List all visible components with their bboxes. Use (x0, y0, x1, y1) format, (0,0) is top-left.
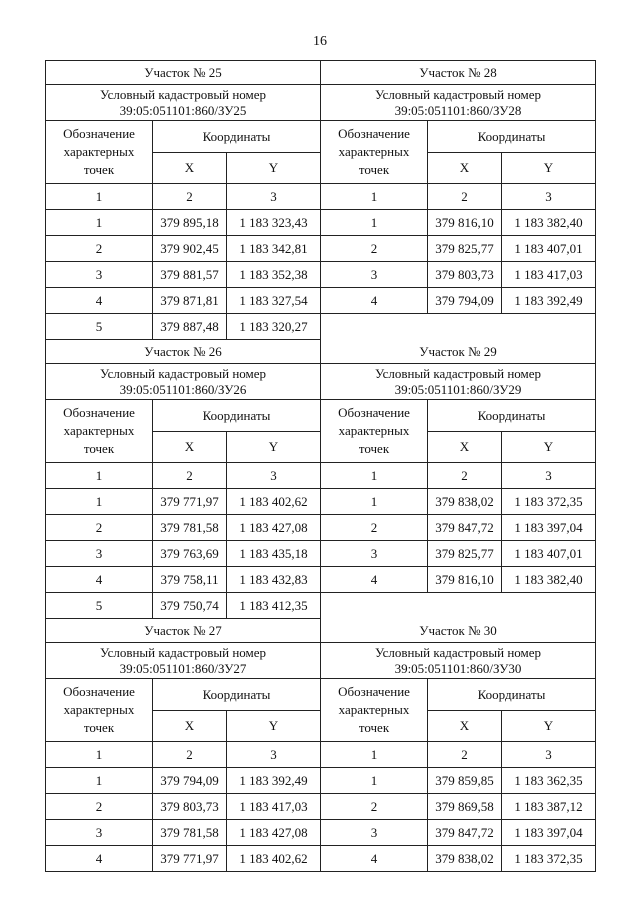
coordinates-title: Координаты (153, 679, 320, 711)
table-row (46, 210, 320, 236)
parcel-title: Участок № 29 (321, 340, 595, 364)
point-number: 2 (321, 236, 428, 261)
column-index-row (321, 463, 595, 489)
coordinates-header (428, 400, 595, 462)
table-row (46, 541, 320, 567)
y-value: 1 183 417,03 (239, 798, 308, 814)
x-value: 379 847,72 (428, 820, 502, 845)
point-number: 1 (321, 210, 428, 235)
coordinates-title: Координаты (153, 121, 320, 153)
x-value: 379 902,45 (153, 236, 227, 261)
cadastral-number: 39:05:051101:860/ЗУ27 (119, 660, 247, 676)
point-number: 3 (321, 820, 428, 845)
cadastral-number: 39:05:051101:860/ЗУ29 (394, 381, 522, 397)
table-row (46, 236, 320, 262)
y-header: Y (543, 439, 554, 454)
point-label-line: Обозначение (63, 126, 135, 141)
coordinates-header (428, 121, 595, 183)
coordinates-header (153, 679, 320, 741)
table-row (321, 489, 595, 515)
y-value: 1 183 397,04 (514, 824, 583, 840)
point-number: 1 (46, 210, 153, 235)
index-cell: 2 (153, 463, 227, 488)
point-label-line: точек (358, 441, 390, 456)
empty-space (321, 593, 595, 618)
x-header: X (153, 153, 227, 183)
y-value: 1 183 427,08 (239, 824, 308, 840)
y-value: 1 183 417,03 (514, 266, 583, 282)
y-value: 1 183 407,01 (514, 545, 583, 561)
table-row (321, 541, 595, 567)
empty-space (321, 314, 595, 339)
cadastral-label: Условный кадастровый номер (99, 86, 267, 102)
index-cell: 1 (46, 184, 153, 209)
column-index-row (321, 742, 595, 768)
column-index-row (46, 184, 320, 210)
point-number: 2 (46, 236, 153, 261)
point-label-line: Обозначение (338, 684, 410, 699)
point-number: 2 (46, 515, 153, 540)
index-cell: 2 (153, 742, 227, 767)
y-value: 1 183 397,04 (514, 519, 583, 535)
cadastral-number: 39:05:051101:860/ЗУ26 (119, 381, 247, 397)
x-value: 379 816,10 (428, 567, 502, 592)
coordinates-header (153, 121, 320, 183)
index-cell: 2 (428, 463, 502, 488)
point-number: 4 (321, 846, 428, 871)
y-value: 1 183 352,38 (239, 266, 308, 282)
table-row (46, 846, 320, 872)
x-value: 379 871,81 (153, 288, 227, 313)
table-header (46, 679, 320, 742)
point-designation-header (46, 121, 153, 183)
xy-header (428, 432, 595, 462)
y-value: 1 183 392,49 (514, 292, 583, 308)
y-value: 1 183 402,62 (239, 850, 308, 866)
parcel-title: Участок № 27 (46, 619, 320, 643)
cadastral-label: Условный кадастровый номер (374, 644, 542, 660)
x-value: 379 869,58 (428, 794, 502, 819)
cadastral-number-cell (46, 364, 320, 400)
y-value: 1 183 320,27 (239, 318, 308, 334)
x-value: 379 771,97 (153, 846, 227, 871)
coordinates-sheet (45, 60, 596, 872)
x-value: 379 803,73 (153, 794, 227, 819)
point-number: 4 (321, 567, 428, 592)
cadastral-number-cell (321, 85, 595, 121)
index-cell: 1 (321, 463, 428, 488)
table-row (46, 288, 320, 314)
point-label-line: характерных (63, 144, 135, 159)
point-number: 5 (46, 314, 153, 339)
cadastral-number-cell (46, 85, 320, 121)
table-row (46, 489, 320, 515)
parcel-table (46, 61, 321, 340)
index-cell: 1 (46, 463, 153, 488)
x-value: 379 781,58 (153, 820, 227, 845)
cadastral-number-cell (321, 364, 595, 400)
x-value: 379 803,73 (428, 262, 502, 287)
index-cell: 3 (270, 467, 277, 483)
xy-header (153, 432, 320, 462)
table-row (321, 768, 595, 794)
table-row (321, 846, 595, 872)
coordinates-title: Координаты (153, 400, 320, 432)
column-index-row (321, 184, 595, 210)
table-header (321, 679, 595, 742)
xy-header (153, 153, 320, 183)
y-header: Y (268, 439, 279, 454)
point-number: 1 (321, 768, 428, 793)
point-label-line: характерных (338, 423, 410, 438)
point-number: 4 (321, 288, 428, 313)
y-value: 1 183 372,35 (514, 850, 583, 866)
y-value: 1 183 387,12 (514, 798, 583, 814)
table-row (321, 210, 595, 236)
x-value: 379 794,09 (153, 768, 227, 793)
parcel-table (321, 340, 596, 619)
x-value: 379 847,72 (428, 515, 502, 540)
xy-header (428, 711, 595, 741)
y-header: Y (543, 718, 554, 733)
point-label-line: характерных (338, 702, 410, 717)
point-label-line: характерных (63, 423, 135, 438)
table-row (321, 794, 595, 820)
parcel-block-row (46, 340, 596, 619)
y-value: 1 183 407,01 (514, 240, 583, 256)
coordinates-title: Координаты (428, 679, 595, 711)
point-designation-header (46, 679, 153, 741)
y-value: 1 183 412,35 (239, 597, 308, 613)
point-label-line: точек (83, 720, 115, 735)
index-cell: 3 (545, 188, 552, 204)
table-row (46, 262, 320, 288)
cadastral-label: Условный кадастровый номер (99, 365, 267, 381)
table-header (46, 121, 320, 184)
y-header: Y (268, 160, 279, 175)
cadastral-label: Условный кадастровый номер (99, 644, 267, 660)
point-number: 3 (46, 262, 153, 287)
x-header: X (428, 711, 502, 741)
point-number: 1 (46, 489, 153, 514)
point-label-line: характерных (63, 702, 135, 717)
x-header: X (428, 153, 502, 183)
coordinates-header (153, 400, 320, 462)
y-value: 1 183 392,49 (239, 772, 308, 788)
coordinates-header (428, 679, 595, 741)
point-designation-header (321, 121, 428, 183)
y-value: 1 183 382,40 (514, 214, 583, 230)
point-label-line: Обозначение (63, 405, 135, 420)
index-cell: 2 (153, 184, 227, 209)
x-value: 379 763,69 (153, 541, 227, 566)
x-value: 379 825,77 (428, 541, 502, 566)
y-value: 1 183 432,83 (239, 571, 308, 587)
cadastral-label: Условный кадастровый номер (374, 365, 542, 381)
y-value: 1 183 382,40 (514, 571, 583, 587)
point-label-line: точек (83, 441, 115, 456)
table-row (46, 820, 320, 846)
parcel-block-row (46, 61, 596, 340)
xy-header (153, 711, 320, 741)
index-cell: 3 (545, 467, 552, 483)
table-row (46, 515, 320, 541)
table-row (46, 593, 320, 619)
xy-header (428, 153, 595, 183)
table-header (321, 121, 595, 184)
cadastral-number: 39:05:051101:860/ЗУ30 (394, 660, 522, 676)
point-label-line: точек (83, 162, 115, 177)
table-row (46, 314, 320, 340)
index-cell: 2 (428, 184, 502, 209)
point-label-line: Обозначение (338, 126, 410, 141)
point-label-line: точек (358, 720, 390, 735)
y-value: 1 183 323,43 (239, 214, 308, 230)
y-value: 1 183 362,35 (514, 772, 583, 788)
x-value: 379 838,02 (428, 846, 502, 871)
table-header (321, 400, 595, 463)
x-value: 379 895,18 (153, 210, 227, 235)
index-cell: 3 (545, 746, 552, 762)
x-header: X (428, 432, 502, 462)
parcel-block-row (46, 619, 596, 872)
table-row (321, 567, 595, 593)
y-header: Y (543, 160, 554, 175)
table-row (321, 236, 595, 262)
x-value: 379 825,77 (428, 236, 502, 261)
point-number: 2 (321, 515, 428, 540)
y-value: 1 183 435,18 (239, 545, 308, 561)
cadastral-number: 39:05:051101:860/ЗУ25 (119, 102, 247, 118)
y-value: 1 183 402,62 (239, 493, 308, 509)
parcel-title: Участок № 30 (321, 619, 595, 643)
point-number: 1 (321, 489, 428, 514)
y-value: 1 183 372,35 (514, 493, 583, 509)
parcel-table (46, 340, 321, 619)
point-label-line: Обозначение (338, 405, 410, 420)
y-value: 1 183 427,08 (239, 519, 308, 535)
point-number: 3 (46, 820, 153, 845)
point-number: 1 (46, 768, 153, 793)
x-value: 379 781,58 (153, 515, 227, 540)
table-row (321, 820, 595, 846)
table-row (321, 262, 595, 288)
x-value: 379 859,85 (428, 768, 502, 793)
point-label-line: точек (358, 162, 390, 177)
cadastral-number-cell (46, 643, 320, 679)
point-number: 2 (321, 794, 428, 819)
index-cell: 1 (321, 742, 428, 767)
point-number: 3 (46, 541, 153, 566)
y-value: 1 183 327,54 (239, 292, 308, 308)
x-value: 379 816,10 (428, 210, 502, 235)
table-row (321, 515, 595, 541)
parcel-table (321, 619, 596, 872)
point-designation-header (321, 679, 428, 741)
cadastral-number: 39:05:051101:860/ЗУ28 (394, 102, 522, 118)
column-index-row (46, 742, 320, 768)
page-number: 16 (313, 34, 327, 49)
index-cell: 1 (321, 184, 428, 209)
point-number: 3 (321, 541, 428, 566)
point-number: 2 (46, 794, 153, 819)
table-row (46, 794, 320, 820)
point-number: 4 (46, 846, 153, 871)
parcel-title: Участок № 25 (46, 61, 320, 85)
x-value: 379 758,11 (153, 567, 227, 592)
y-value: 1 183 342,81 (239, 240, 308, 256)
index-cell: 2 (428, 742, 502, 767)
point-number: 4 (46, 288, 153, 313)
x-value: 379 881,57 (153, 262, 227, 287)
cadastral-label: Условный кадастровый номер (374, 86, 542, 102)
point-number: 3 (321, 262, 428, 287)
coordinates-title: Координаты (428, 121, 595, 153)
point-number: 5 (46, 593, 153, 618)
table-row (46, 768, 320, 794)
point-label-line: Обозначение (63, 684, 135, 699)
x-header: X (153, 711, 227, 741)
point-designation-header (321, 400, 428, 462)
x-header: X (153, 432, 227, 462)
cadastral-number-cell (321, 643, 595, 679)
x-value: 379 838,02 (428, 489, 502, 514)
point-designation-header (46, 400, 153, 462)
x-value: 379 771,97 (153, 489, 227, 514)
index-cell: 3 (270, 188, 277, 204)
table-header (46, 400, 320, 463)
table-row (46, 567, 320, 593)
parcel-table (321, 61, 596, 340)
table-row (321, 288, 595, 314)
parcel-title: Участок № 26 (46, 340, 320, 364)
index-cell: 3 (270, 746, 277, 762)
y-header: Y (268, 718, 279, 733)
parcel-title: Участок № 28 (321, 61, 595, 85)
x-value: 379 887,48 (153, 314, 227, 339)
x-value: 379 794,09 (428, 288, 502, 313)
point-number: 4 (46, 567, 153, 592)
parcel-table (46, 619, 321, 872)
coordinates-title: Координаты (428, 400, 595, 432)
column-index-row (46, 463, 320, 489)
index-cell: 1 (46, 742, 153, 767)
point-label-line: характерных (338, 144, 410, 159)
x-value: 379 750,74 (153, 593, 227, 618)
